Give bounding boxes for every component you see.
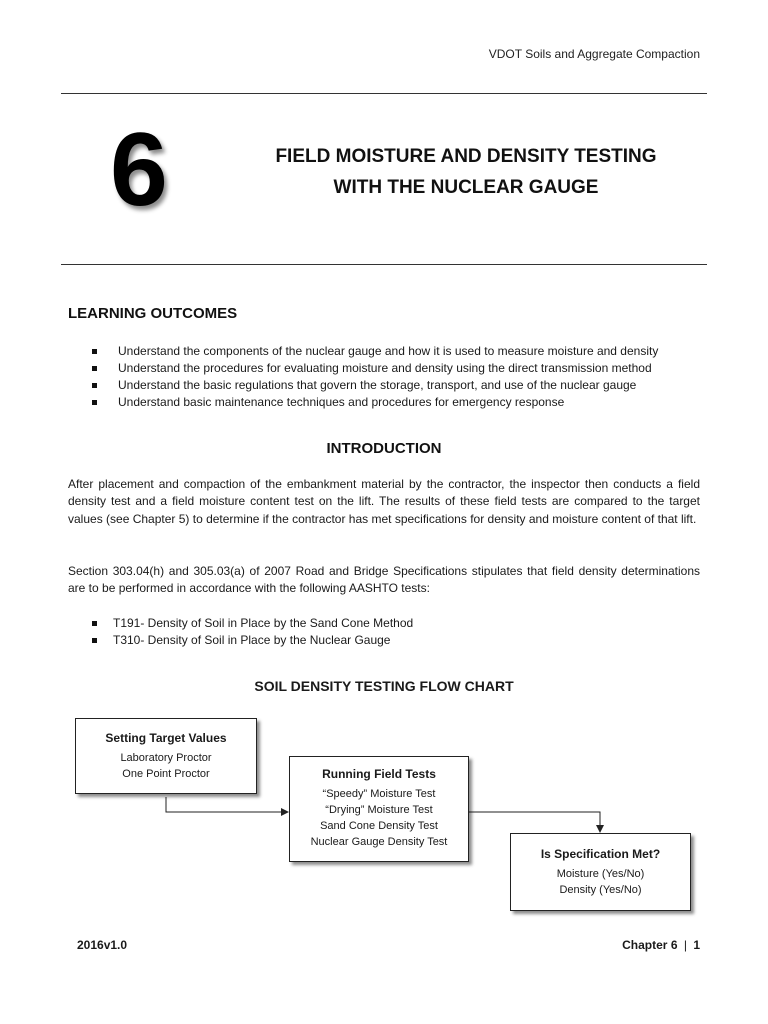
footer-page-number: 1 <box>693 938 700 952</box>
flow-box-field-tests: Running Field Tests “Speedy” Moisture Test “Drying” Moisture Test Sand Cone Density Test Nuclear Gauge Density Test <box>289 756 469 862</box>
list-item: Understand basic maintenance techniques and procedures for emergency response <box>92 394 712 411</box>
flow-box-target-values: Setting Target Values Laboratory Proctor One Point Proctor <box>75 718 257 794</box>
connector-arrow-2 <box>469 812 600 832</box>
chapter-number: 6 <box>110 112 168 228</box>
connector-arrow-1 <box>166 797 288 812</box>
list-item: Understand the basic regulations that govern the storage, transport, and use of the nuclear gauge <box>92 377 712 394</box>
list-item: T310- Density of Soil in Place by the Nuclear Gauge <box>92 632 592 649</box>
list-item: T191- Density of Soil in Place by the Sand Cone Method <box>92 615 592 632</box>
chapter-title-line-2: WITH THE NUCLEAR GAUGE <box>333 177 599 198</box>
footer-separator: | <box>683 938 687 952</box>
list-item: Understand the procedures for evaluating moisture and density using the direct transmission method <box>92 360 712 377</box>
flow-box-specification-met: Is Specification Met? Moisture (Yes/No) Density (Yes/No) <box>510 833 691 911</box>
learning-outcomes-heading: LEARNING OUTCOMES <box>68 305 238 322</box>
list-item: Understand the components of the nuclear gauge and how it is used to measure moisture and density <box>92 343 712 360</box>
introduction-paragraph-2: Section 303.04(h) and 305.03(a) of 2007 Road and Bridge Specifications stipulates that field density determinations are to be performed in accordance with the following AASHTO tests: <box>68 564 700 596</box>
footer-chapter: Chapter 6 <box>622 938 678 952</box>
flow-chart-title: SOIL DENSITY TESTING FLOW CHART <box>254 678 514 694</box>
running-header: VDOT Soils and Aggregate Compaction <box>488 47 700 61</box>
footer-version: 2016v1.0 <box>77 938 128 952</box>
introduction-heading: INTRODUCTION <box>326 440 442 457</box>
flow-box-title: Running Field Tests <box>322 767 436 781</box>
chapter-title-line-1: FIELD MOISTURE AND DENSITY TESTING <box>275 146 657 167</box>
footer-page-info <box>622 938 700 952</box>
introduction-paragraph-1: After placement and compaction of the embankment material by the contractor, the inspector then conducts a field density test and a field moisture content test on the lift. The results of these field tests are compared to the target values (see Chapter 5) to determine if the contractor has met specifications for density and moisture content of that lift. <box>68 477 700 526</box>
flow-box-title: Setting Target Values <box>105 731 227 745</box>
flow-box-title: Is Specification Met? <box>540 847 661 861</box>
